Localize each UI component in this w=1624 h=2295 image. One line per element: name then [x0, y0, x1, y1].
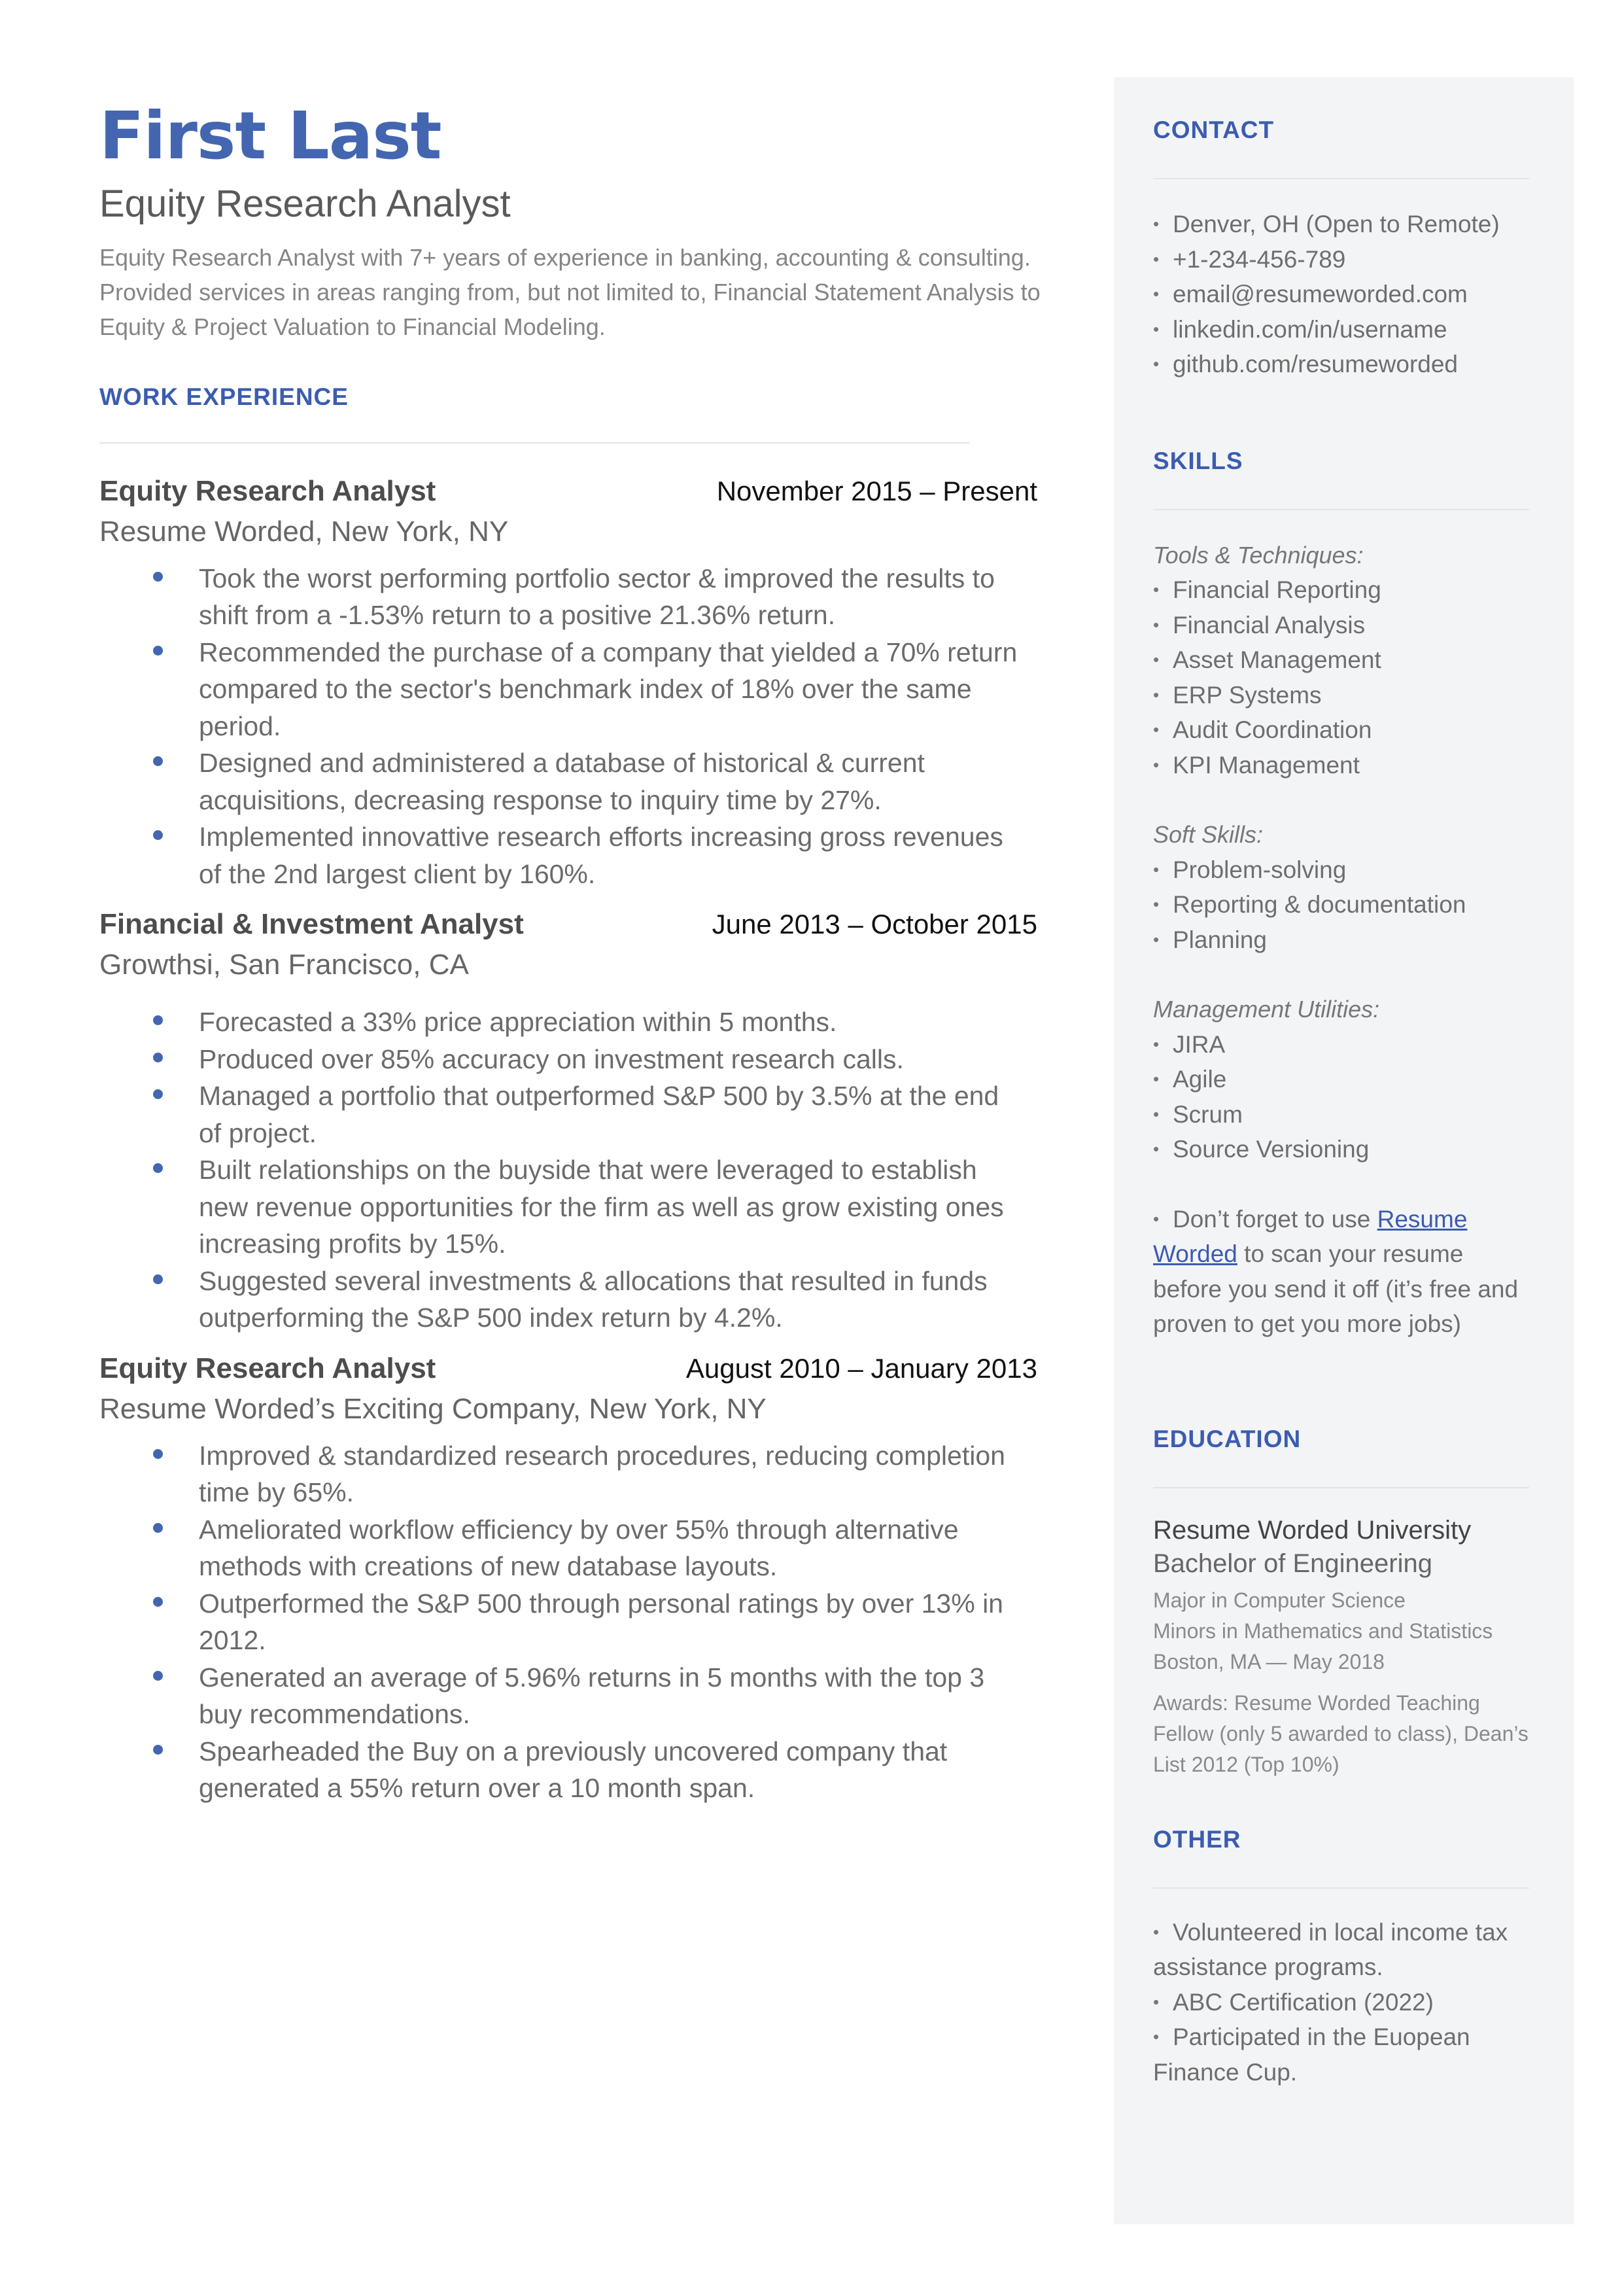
job-entry — [99, 475, 1080, 893]
contact-phone[interactable]: • +1-234-456-789 — [1153, 242, 1529, 277]
job-title: Equity Research Analyst — [99, 1352, 436, 1384]
skill-list — [1153, 572, 1529, 782]
skill-item: • Problem-solving — [1153, 852, 1529, 888]
job-dates: August 2010 – January 2013 — [685, 1352, 1037, 1384]
contact-linkedin[interactable]: • linkedin.com/in/username — [1153, 312, 1529, 347]
skill-item: • Scrum — [1153, 1097, 1529, 1132]
skill-group — [1153, 817, 1529, 957]
skill-item: • JIRA — [1153, 1027, 1529, 1062]
divider — [99, 442, 969, 444]
education-awards: Awards: Resume Worded Teaching Fellow (only 5 awarded to class), Dean’s List 2012 (Top 10%) — [1153, 1691, 1529, 1776]
skills-heading: SKILLS — [1153, 447, 1243, 474]
job-bullet: Spearheaded the Buy on a previously uncovered company that generated a 55% return over a 10 month span. — [99, 1733, 1028, 1807]
job-company: Resume Worded’s Exciting Company, New York, NY — [99, 1392, 767, 1425]
summary: Equity Research Analyst with 7+ years of experience in banking, accounting & consulting. Provided services in areas ranging from, but not limited to, Financial Statement Analysis to Equity & Project Valuation to Financial Modeling. — [99, 243, 1041, 340]
job-bullet: Implemented innovattive research efforts increasing gross revenues of the 2nd largest client by 160%. — [99, 818, 1028, 892]
bullet-dot — [153, 1053, 163, 1062]
divider — [1153, 1487, 1529, 1488]
job-bullet: Recommended the purchase of a company that yielded a 70% return compared to the sector's benchmark index of 18% over the same period. — [99, 634, 1028, 745]
skill-group — [1153, 992, 1529, 1167]
bullet-dot — [153, 1671, 163, 1681]
job-bullet: Forecasted a 33% price appreciation within 5 months. — [99, 1004, 1028, 1041]
job-bullet: Took the worst performing portfolio sector & improved the results to shift from a -1.53% return to a positive 21.36% return. — [99, 560, 1028, 634]
skill-item: • ERP Systems — [1153, 678, 1529, 713]
candidate-role: Equity Research Analyst — [99, 183, 511, 225]
divider — [1153, 1887, 1529, 1889]
skill-item: • Financial Reporting — [1153, 572, 1529, 608]
job-bullets — [99, 1004, 1080, 1337]
bullet-dot — [153, 1274, 163, 1284]
skill-item: • KPI Management — [1153, 748, 1529, 783]
job-bullet: Produced over 85% accuracy on investment research calls. — [99, 1041, 1028, 1078]
other-item: • Participated in the Euopean Finance Cup. — [1153, 2020, 1529, 2090]
bullet-dot — [153, 1523, 163, 1533]
job-company: Growthsi, San Francisco, CA — [99, 949, 469, 981]
skill-group-label: Management Utilities: — [1153, 996, 1380, 1023]
skill-item: • Agile — [1153, 1062, 1529, 1097]
job-title: Equity Research Analyst — [99, 474, 436, 507]
job-bullet: Generated an average of 5.96% returns in 5 months with the top 3 buy recommendations. — [99, 1659, 1028, 1733]
skill-item: • Audit Coordination — [1153, 712, 1529, 748]
job-bullet: Ameliorated workflow efficiency by over 55% through alternative methods with creations of new database layouts. — [99, 1511, 1028, 1585]
job-bullet: Built relationships on the buyside that were leveraged to establish new revenue opportunities for the firm as well as grow existing ones increasing profits by 15%. — [99, 1151, 1028, 1263]
education-school: Resume Worded University — [1153, 1515, 1472, 1545]
contact-location: • Denver, OH (Open to Remote) — [1153, 207, 1529, 242]
job-dates: November 2015 – Present — [716, 475, 1037, 506]
job-bullet: Managed a portfolio that outperformed S&P 500 by 3.5% at the end of project. — [99, 1077, 1028, 1151]
education-degree: Bachelor of Engineering — [1153, 1549, 1432, 1578]
job-entry — [99, 1352, 1080, 1807]
other-heading: OTHER — [1153, 1825, 1241, 1853]
bullet-dot — [153, 572, 163, 582]
contact-heading: CONTACT — [1153, 116, 1275, 143]
bullet-dot — [153, 756, 163, 766]
work-experience-heading: WORK EXPERIENCE — [99, 383, 349, 410]
education-major: Major in Computer Science — [1153, 1588, 1406, 1612]
skill-item: • Financial Analysis — [1153, 608, 1529, 643]
bullet-dot — [153, 646, 163, 656]
contact-email[interactable]: • email@resumeworded.com — [1153, 277, 1529, 312]
divider — [1153, 178, 1529, 179]
job-bullets — [99, 560, 1080, 893]
skill-group — [1153, 538, 1529, 783]
job-bullet: Suggested several investments & allocations that resulted in funds outperforming the S&P 500 index return by 4.2%. — [99, 1263, 1028, 1337]
job-dates: June 2013 – October 2015 — [712, 909, 1037, 940]
resume-worded-note: • Don’t forget to use Resume Worded to scan your resume before you send it off (it’s free and proven to get you more jobs) — [1153, 1205, 1519, 1337]
sidebar — [1114, 77, 1574, 2224]
other-item: • ABC Certification (2022) — [1153, 1985, 1529, 2020]
bullet-dot — [153, 1163, 163, 1173]
job-bullets — [99, 1437, 1080, 1807]
skill-list — [1153, 1027, 1529, 1167]
bullet-dot — [153, 1015, 163, 1025]
bullet-dot — [153, 1745, 163, 1755]
job-title: Financial & Investment Analyst — [99, 908, 524, 941]
resume-worded-link[interactable]: Resume Worded — [1153, 1205, 1468, 1267]
skill-item: • Source Versioning — [1153, 1132, 1529, 1167]
main-column — [99, 98, 1080, 1807]
bullet-dot — [153, 1449, 163, 1459]
contact-list — [1153, 207, 1529, 382]
bullet-dot — [153, 830, 163, 840]
skill-list — [1153, 852, 1529, 958]
education-minors: Minors in Mathematics and Statistics — [1153, 1619, 1493, 1643]
job-bullet: Improved & standardized research procedures, reducing completion time by 65%. — [99, 1437, 1028, 1511]
job-entry — [99, 908, 1080, 1337]
skill-group-label: Tools & Techniques: — [1153, 541, 1364, 569]
job-bullet: Designed and administered a database of historical & current acquisitions, decreasing response to inquiry time by 27%. — [99, 745, 1028, 818]
bullet-dot — [153, 1089, 163, 1099]
candidate-name: First Last — [99, 97, 441, 174]
skill-item: • Asset Management — [1153, 642, 1529, 678]
other-list — [1153, 1915, 1529, 2090]
education-heading: EDUCATION — [1153, 1425, 1302, 1452]
divider — [1153, 509, 1529, 510]
other-item: • Volunteered in local income tax assistance programs. — [1153, 1915, 1529, 1985]
skill-group-label: Soft Skills: — [1153, 821, 1264, 848]
job-bullet: Outperformed the S&P 500 through personal ratings by over 13% in 2012. — [99, 1585, 1028, 1659]
skill-item: • Planning — [1153, 922, 1529, 958]
skill-item: • Reporting & documentation — [1153, 887, 1529, 922]
job-company: Resume Worded, New York, NY — [99, 515, 509, 548]
education-location-date: Boston, MA — May 2018 — [1153, 1649, 1385, 1673]
bullet-dot — [153, 1597, 163, 1607]
contact-github[interactable]: • github.com/resumeworded — [1153, 347, 1529, 382]
